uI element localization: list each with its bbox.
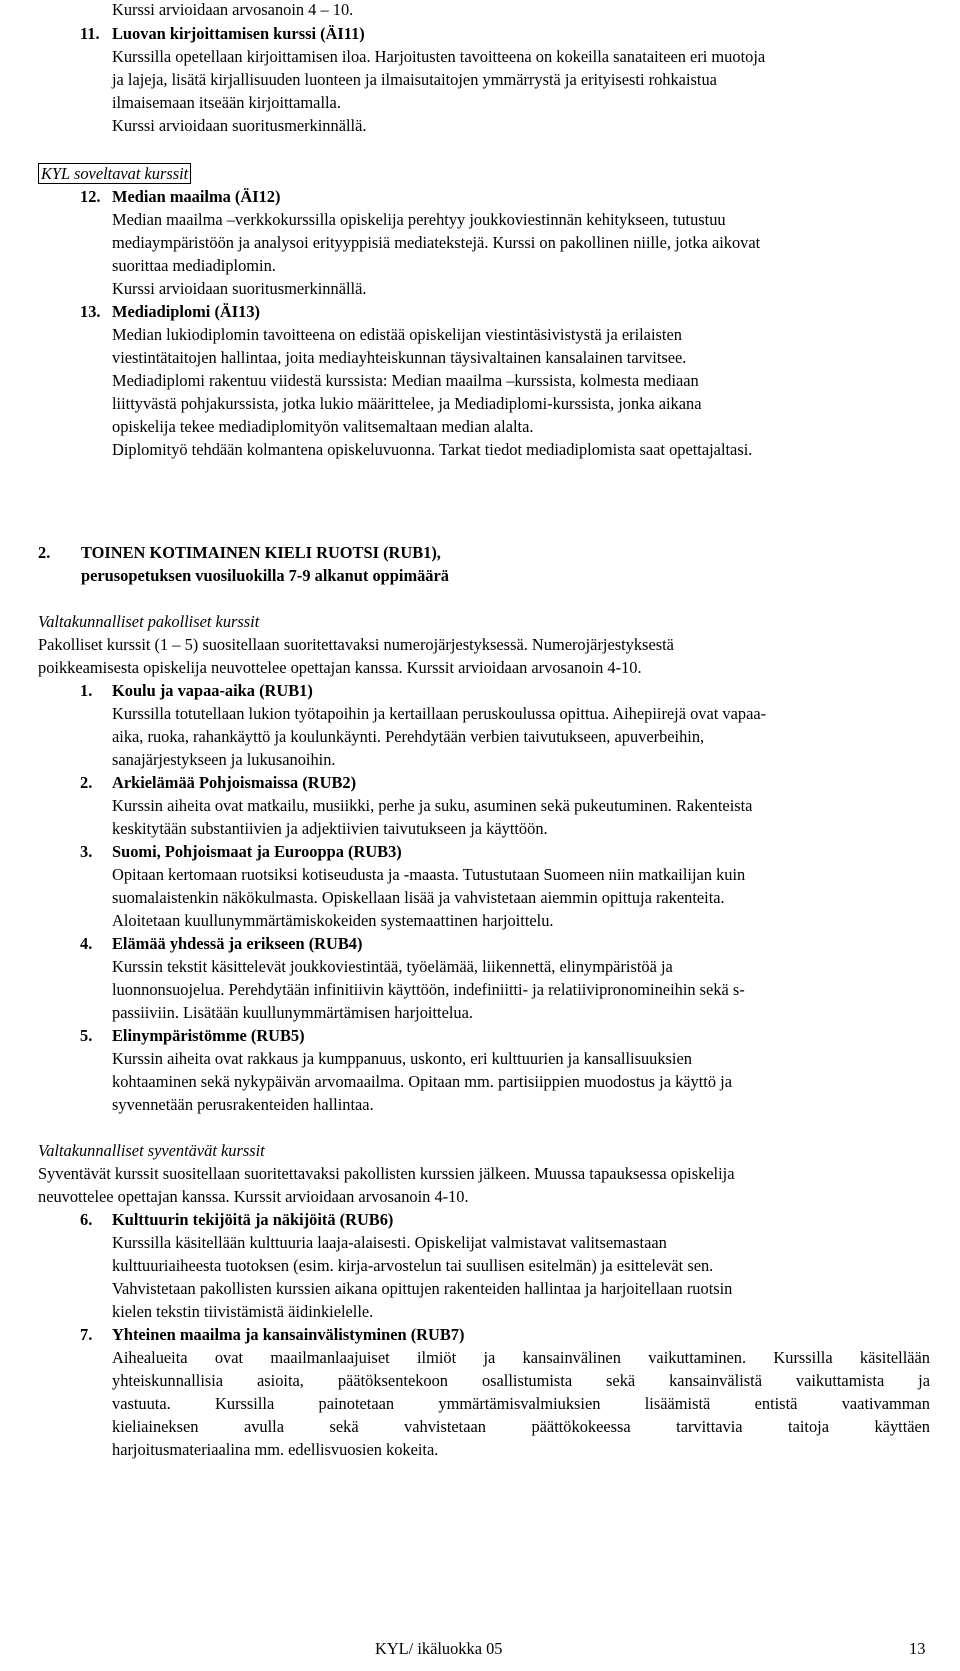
footer-text: KYL/ ikäluokka 05 (375, 1639, 503, 1658)
course-title: Koulu ja vapaa-aika (RUB1) (112, 681, 313, 700)
course-description: Kurssin tekstit käsittelevät joukkoviestintää, työelämää, liikennettä, elinympäristöä ja (112, 957, 673, 976)
course-description: Aloitetaan kuullunymmärtämiskokeiden systemaattinen harjoittelu. (112, 911, 554, 930)
course-number: 11. (80, 24, 100, 43)
section-number: 2. (38, 543, 51, 562)
course-title: Yhteinen maailma ja kansainvälistyminen (RUB7) (112, 1325, 465, 1344)
course-description: sanajärjestykseen ja lukusanoihin. (112, 750, 336, 769)
course-description: yhteiskunnallisia asioita, päätöksentekoon osallistumista sekä kansainvälistä vaikuttamista ja (112, 1371, 930, 1390)
subsection-heading: Valtakunnalliset pakolliset kurssit (38, 612, 260, 631)
course-number: 6. (80, 1210, 93, 1229)
course-description: keskitytään substantiivien ja adjektiivien taivutukseen ja käyttöön. (112, 819, 548, 838)
course-description: kielen tekstin tiivistämistä äidinkielelle. (112, 1302, 374, 1321)
paragraph-line: Syventävät kurssit suositellaan suoritettavaksi pakollisten kurssien jälkeen. Muussa tapauksessa opiskelija (38, 1164, 735, 1183)
course-description: Kurssin aiheita ovat matkailu, musiikki, perhe ja suku, asuminen sekä pukeutuminen. Rakenteista (112, 796, 753, 815)
course-description: suorittaa mediadiplomin. (112, 256, 276, 275)
course-description: viestintätaitojen hallintaa, joita mediayhteiskunnan täysivaltainen kansalainen tarvitsee. (112, 348, 687, 367)
course-description: Aihealueita ovat maailmanlaajuiset ilmiöt ja kansainvälinen vaikuttaminen. Kurssilla käsitellään (112, 1348, 930, 1367)
course-description: Kurssilla käsitellään kulttuuria laaja-alaisesti. Opiskelijat valmistavat valitsemastaan (112, 1233, 667, 1252)
grading-note: Kurssi arvioidaan arvosanoin 4 – 10. (112, 0, 354, 19)
course-number: 12. (80, 187, 101, 206)
course-title: Arkielämää Pohjoismaissa (RUB2) (112, 773, 357, 792)
grading-note: Kurssi arvioidaan suoritusmerkinnällä. (112, 116, 367, 135)
section-subtitle: perusopetuksen vuosiluokilla 7-9 alkanut oppimäärä (81, 566, 449, 585)
course-title: Luovan kirjoittamisen kurssi (ÄI11) (112, 24, 365, 43)
course-description: kieliaineksen avulla sekä vahvistetaan päättökokeessa tarvittavia taitoja käyttäen (112, 1417, 930, 1436)
paragraph-line: poikkeamisesta opiskelija neuvottelee opettajan kanssa. Kurssit arvioidaan arvosanoin 4-10. (38, 658, 642, 677)
course-title: Elämää yhdessä ja erikseen (RUB4) (112, 934, 363, 953)
section-title: TOINEN KOTIMAINEN KIELI RUOTSI (RUB1), (81, 543, 441, 562)
course-description: ja lajeja, lisätä kirjallisuuden luonteen ja ilmaisutaitojen ymmärrystä ja erityisesti rohkaistua (112, 70, 717, 89)
course-description: Median maailma –verkkokurssilla opiskelija perehtyy joukkoviestinnän kehitykseen, tutustuu (112, 210, 726, 229)
course-description: Diplomityö tehdään kolmantena opiskeluvuonna. Tarkat tiedot mediadiplomista saat opettajaltasi. (112, 440, 753, 459)
course-number: 7. (80, 1325, 93, 1344)
course-number: 4. (80, 934, 93, 953)
course-description: syvennetään perusrakenteiden hallintaa. (112, 1095, 374, 1114)
paragraph-line: Pakolliset kurssit (1 – 5) suositellaan suoritettavaksi numerojärjestyksessä. Numerojärjestyksestä (38, 635, 674, 654)
course-description: passiiviin. Lisätään kuullunymmärtämisen harjoittelua. (112, 1003, 473, 1022)
course-number: 2. (80, 773, 93, 792)
course-number: 5. (80, 1026, 93, 1045)
course-number: 3. (80, 842, 93, 861)
course-description: Kurssilla opetellaan kirjoittamisen iloa. Harjoitusten tavoitteena on kokeilla sanataiteen eri muotoja (112, 47, 766, 66)
grading-note: Kurssi arvioidaan suoritusmerkinnällä. (112, 279, 367, 298)
course-description: kulttuuriaiheesta tuotoksen (esim. kirja-arvostelun tai suullisen esitelmän) ja esittelevät sen. (112, 1256, 714, 1275)
course-description: vastuuta. Kurssilla painotetaan ymmärtämisvalmiuksien lisäämistä entistä vaativamman (112, 1394, 930, 1413)
course-description: harjoitusmateriaalina mm. edellisvuosien kokeita. (112, 1440, 439, 1459)
course-description: opiskelija tekee mediadiplomityön valitsemaltaan median alalta. (112, 417, 534, 436)
course-title: Mediadiplomi (ÄI13) (112, 302, 260, 321)
course-title: Suomi, Pohjoismaat ja Eurooppa (RUB3) (112, 842, 402, 861)
kyl-heading-box: KYL soveltavat kurssit (38, 163, 191, 184)
course-number: 13. (80, 302, 101, 321)
course-description: Vahvistetaan pakollisten kurssien aikana opittujen rakenteiden hallintaa ja harjoitellaan ruotsin (112, 1279, 733, 1298)
course-description: luonnonsuojelua. Perehdytään infinitiivin käyttöön, indefiniitti- ja relatiivipronomineihin sekä s- (112, 980, 745, 999)
course-description: suomalaistenkin näkökulmasta. Opiskellaan lisää ja vahvistetaan aiemmin opittuja rakenteita. (112, 888, 725, 907)
section-heading (38, 162, 191, 185)
course-description: Opitaan kertomaan ruotsiksi kotiseudusta ja -maasta. Tutustutaan Suomeen niin matkailijan kuin (112, 865, 746, 884)
paragraph-line: neuvottelee opettajan kanssa. Kurssit arvioidaan arvosanoin 4-10. (38, 1187, 469, 1206)
course-description: Kurssilla totutellaan lukion työtapoihin ja kertaillaan peruskoulussa opittua. Aihepiirejä ovat vapaa- (112, 704, 767, 723)
course-description: liittyvästä pohjakurssista, jotka lukio määrittelee, ja Mediadiplomi-kurssista, jonka aikana (112, 394, 702, 413)
course-description: Mediadiplomi rakentuu viidestä kurssista: Median maailma –kurssista, kolmesta mediaan (112, 371, 699, 390)
course-description: Kurssin aiheita ovat rakkaus ja kumppanuus, uskonto, eri kulttuurien ja kansallisuuksien (112, 1049, 692, 1068)
course-number: 1. (80, 681, 93, 700)
course-description: mediaympäristöön ja analysoi erityyppisiä mediatekstejä. Kurssi on pakollinen niille, jotka aikovat (112, 233, 761, 252)
course-title: Elinympäristömme (RUB5) (112, 1026, 305, 1045)
course-description: kohtaaminen sekä nykypäivän arvomaailma. Opitaan mm. partisiippien muodostus ja käyttö ja (112, 1072, 732, 1091)
course-description: aika, ruoka, rahankäyttö ja koulunkäynti. Perehdytään verbien taivutukseen, apuverbeihin, (112, 727, 705, 746)
course-title: Kulttuurin tekijöitä ja näkijöitä (RUB6) (112, 1210, 394, 1229)
course-title: Median maailma (ÄI12) (112, 187, 281, 206)
course-description: ilmaisemaan itseään kirjoittamalla. (112, 93, 341, 112)
page-number: 13 (909, 1639, 926, 1658)
subsection-heading: Valtakunnalliset syventävät kurssit (38, 1141, 265, 1160)
course-description: Median lukiodiplomin tavoitteena on edistää opiskelijan viestintäsivistystä ja erilaisten (112, 325, 682, 344)
